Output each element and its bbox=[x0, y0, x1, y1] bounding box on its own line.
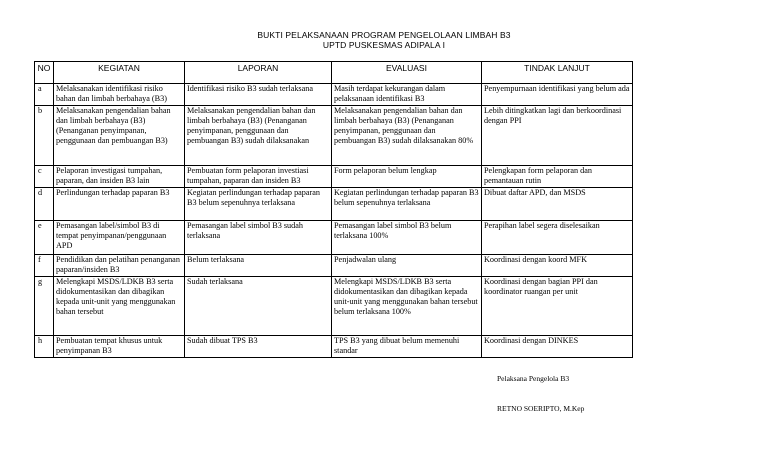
cell-laporan: Sudah dibuat TPS B3 bbox=[185, 336, 332, 358]
cell-no: e bbox=[35, 221, 54, 255]
cell-no: h bbox=[35, 336, 54, 358]
cell-evaluasi: Form pelaporan belum lengkap bbox=[332, 166, 482, 188]
cell-no: b bbox=[35, 106, 54, 166]
cell-kegiatan: Melaksanakan identifikasi risiko bahan dan limbah berbahaya (B3) bbox=[54, 84, 185, 106]
cell-tindak-lanjut: Penyempurnaan identifikasi yang belum ada bbox=[482, 84, 633, 106]
header-kegiatan: KEGIATAN bbox=[54, 62, 185, 84]
cell-evaluasi: Penjadwalan ulang bbox=[332, 255, 482, 277]
cell-evaluasi: TPS B3 yang dibuat belum memenuhi standar bbox=[332, 336, 482, 358]
cell-kegiatan: Pendidikan dan pelatihan penanganan paparan/insiden B3 bbox=[54, 255, 185, 277]
cell-laporan: Belum terlaksana bbox=[185, 255, 332, 277]
table-row bbox=[35, 166, 633, 188]
table-row bbox=[35, 106, 633, 166]
cell-evaluasi: Pemasangan label simbol B3 belum terlaksana 100% bbox=[332, 221, 482, 255]
cell-kegiatan: Pemasangan label/simbol B3 di tempat penyimpanan/penggunaan APD bbox=[54, 221, 185, 255]
signature-name: RETNO SOERIPTO, M.Kep bbox=[497, 404, 585, 413]
cell-no: f bbox=[35, 255, 54, 277]
cell-no: a bbox=[35, 84, 54, 106]
cell-evaluasi: Melengkapi MSDS/LDKB B3 serta didokumentasikan dan dibagikan kepada unit-unit yang menggunakan bahan tersebut belum terlaksana 100% bbox=[332, 277, 482, 336]
cell-kegiatan: Pembuatan tempat khusus untuk penyimpanan B3 bbox=[54, 336, 185, 358]
cell-laporan: Melaksanakan pengendalian bahan dan limbah berbahaya (B3) (Penanganan penyimpanan, penggunaan dan pembuangan B3) sudah dilaksanakan bbox=[185, 106, 332, 166]
cell-no: g bbox=[35, 277, 54, 336]
header-no: NO bbox=[35, 62, 54, 84]
cell-kegiatan: Melaksanakan pengendalian bahan dan limbah berbahaya (B3) (Penanganan penyimpanan, penggunaan dan pembuangan B3) bbox=[54, 106, 185, 166]
cell-kegiatan: Perlindungan terhadap paparan B3 bbox=[54, 188, 185, 221]
cell-laporan: Pembuatan form pelaporan investiasi tumpahan, paparan dan insiden B3 bbox=[185, 166, 332, 188]
signature-role: Pelaksana Pengelola B3 bbox=[497, 374, 570, 383]
cell-evaluasi: Masih terdapat kekurangan dalam pelaksanaan identifikasi B3 bbox=[332, 84, 482, 106]
program-table bbox=[34, 61, 633, 358]
cell-laporan: Identifikasi risiko B3 sudah terlaksana bbox=[185, 84, 332, 106]
table-row bbox=[35, 84, 633, 106]
cell-evaluasi: Melaksanakan pengendalian bahan dan limbah berbahaya (B3) (Penanganan penyimpanan, penggunaan dan pembuangan B3) sudah dilaksanakan 80% bbox=[332, 106, 482, 166]
cell-no: c bbox=[35, 166, 54, 188]
cell-tindak-lanjut: Perapihan label segera diselesaikan bbox=[482, 221, 633, 255]
cell-tindak-lanjut: Lebih ditingkatkan lagi dan berkoordinasi dengan PPI bbox=[482, 106, 633, 166]
document-subtitle: UPTD PUSKESMAS ADIPALA I bbox=[322, 40, 446, 50]
table-row bbox=[35, 277, 633, 336]
table-row bbox=[35, 255, 633, 277]
document-title: BUKTI PELAKSANAAN PROGRAM PENGELOLAAN LIMBAH B3 bbox=[257, 30, 511, 40]
header-laporan: LAPORAN bbox=[185, 62, 332, 84]
cell-no: d bbox=[35, 188, 54, 221]
table-header-row bbox=[35, 62, 633, 84]
cell-tindak-lanjut: Pelengkapan form pelaporan dan pemantauan rutin bbox=[482, 166, 633, 188]
table-row bbox=[35, 188, 633, 221]
cell-kegiatan: Melengkapi MSDS/LDKB B3 serta didokumentasikan dan dibagikan kepada unit-unit yang menggunakan bahan tersebut bbox=[54, 277, 185, 336]
header-tindak-lanjut: TINDAK LANJUT bbox=[482, 62, 633, 84]
cell-evaluasi: Kegiatan perlindungan terhadap paparan B3 belum sepenuhnya terlaksana bbox=[332, 188, 482, 221]
header-evaluasi: EVALUASI bbox=[332, 62, 482, 84]
cell-tindak-lanjut: Koordinasi dengan koord MFK bbox=[482, 255, 633, 277]
cell-kegiatan: Pelaporan investigasi tumpahan, paparan, dan insiden B3 lain bbox=[54, 166, 185, 188]
cell-tindak-lanjut: Koordinasi dengan DINKES bbox=[482, 336, 633, 358]
cell-tindak-lanjut: Dibuat daftar APD, dan MSDS bbox=[482, 188, 633, 221]
cell-tindak-lanjut: Koordinasi dengan bagian PPI dan koordinator ruangan per unit bbox=[482, 277, 633, 336]
table-row bbox=[35, 336, 633, 358]
cell-laporan: Sudah terlaksana bbox=[185, 277, 332, 336]
cell-laporan: Pemasangan label simbol B3 sudah terlaksana bbox=[185, 221, 332, 255]
table-row bbox=[35, 221, 633, 255]
cell-laporan: Kegiatan perlindungan terhadap paparan B3 belum sepenuhnya terlaksana bbox=[185, 188, 332, 221]
